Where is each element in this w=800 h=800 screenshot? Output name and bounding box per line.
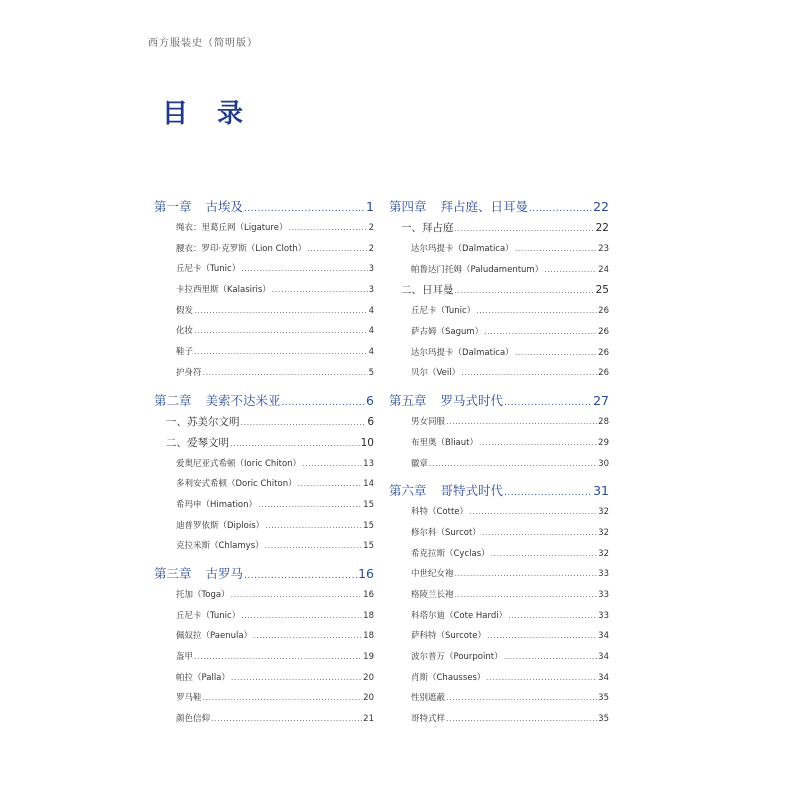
dot-leader [515,239,597,260]
toc-entry-label: 布里奥（Bliaut） [411,437,478,448]
dot-leader [479,433,597,454]
page-number: 2 [368,223,374,233]
toc-item-entry[interactable] [154,536,374,557]
toc-item-entry[interactable] [389,688,609,709]
page-number: 33 [598,610,609,621]
dot-leader [194,301,368,322]
page-number: 19 [363,652,374,662]
toc-entry-label: 科特（Cotte） [411,507,469,518]
toc-entry-label: 佩奴拉（Paenula） [176,631,253,642]
toc-item-entry[interactable] [389,260,609,281]
dot-leader [544,260,597,281]
toc-item-entry[interactable] [389,668,609,689]
toc-entry-label: 希玛申（Himation） [176,499,258,510]
chapter-number: 第五章 [389,393,427,409]
toc-item-entry[interactable] [389,301,609,322]
page-number: 6 [366,392,374,408]
toc-entry-label: 科塔尔迪（Cote Hardi） [411,610,508,621]
toc-entry-label: 男女同服 [411,417,446,428]
dot-leader [194,647,362,668]
dot-leader [486,668,597,689]
dot-leader [244,198,365,220]
toc-item-entry[interactable] [154,709,374,730]
dot-leader [469,502,597,523]
page-number: 30 [598,458,609,469]
page-number: 35 [598,693,609,704]
toc-entry-label: 肖斯（Chausses） [411,672,486,683]
page-number: 15 [363,541,374,552]
toc-entry-label: 一、拜占庭 [401,222,454,234]
toc-item-entry[interactable] [389,363,609,384]
page-number: 1 [366,199,374,214]
page-number: 32 [598,527,609,538]
dot-leader [487,626,597,647]
toc-item-entry[interactable] [389,606,609,627]
page-number: 35 [598,714,609,725]
toc-entry-label [389,390,503,412]
page-number: 6 [367,415,374,428]
toc-entry-label: 迪普罗依斯（Diplois） [176,520,265,531]
toc-item-entry[interactable] [154,454,374,475]
toc-entry-label: 性别遮蔽 [411,693,446,704]
page-number: 24 [598,264,609,275]
dot-leader [241,259,367,280]
page-number: 4 [368,326,374,337]
dot-leader [446,412,597,433]
toc-item-entry[interactable] [154,363,374,384]
dot-leader [194,342,368,363]
page-number: 26 [598,306,609,317]
dot-leader [203,363,368,384]
page-number: 27 [593,393,609,409]
toc-item-entry[interactable] [154,688,374,709]
page-number: 32 [598,548,609,559]
toc-item-entry[interactable] [389,626,609,647]
toc-entry-label: 盔甲 [176,652,194,662]
page-number: 22 [593,199,609,214]
page-number: 13 [363,458,374,469]
dot-leader [307,239,367,260]
page-number: 16 [358,565,374,581]
dot-leader [455,564,598,585]
page-number: 2 [368,243,374,254]
dot-leader [446,688,597,709]
dot-leader [455,280,595,301]
dot-leader [515,343,597,364]
page-number: 16 [363,589,374,600]
page-number: 34 [598,672,609,683]
toc-chapter-entry[interactable] [389,480,609,502]
dot-leader [482,523,597,544]
toc-section-entry[interactable] [389,218,609,239]
toc-item-entry[interactable] [154,626,374,647]
toc-item-entry[interactable] [389,454,609,475]
toc-item-entry[interactable] [154,647,374,668]
page-number: 22 [595,222,609,234]
toc-entry-label [154,390,281,412]
dot-leader [476,301,597,322]
dot-leader [253,626,362,647]
dot-leader [504,482,592,504]
dot-leader [265,536,363,557]
page-number: 15 [363,520,374,531]
dot-leader [298,474,363,495]
dot-leader [446,709,597,730]
page-number: 21 [363,714,374,725]
toc-entry-label: 假发 [176,305,194,316]
toc-entry-label: 贝尔（Veil） [411,368,461,379]
toc-item-entry[interactable] [154,218,374,239]
dot-leader [231,585,363,606]
toc-entry-label: 中世纪女袍 [411,569,454,580]
toc-entry-label: 一、苏美尔文明 [166,415,240,428]
toc-item-entry[interactable] [389,502,609,523]
toc-entry-label: 萨古姆（Sagum） [411,327,484,338]
dot-leader [244,565,357,587]
toc-entry-label [154,563,243,585]
dot-leader [491,544,598,565]
dot-leader [455,218,595,239]
dot-leader [203,688,363,709]
toc-item-entry[interactable] [154,342,374,363]
page-number: 5 [368,367,374,378]
toc-entry-label: 鞋子 [176,347,194,358]
dot-leader [455,585,598,606]
page-number: 18 [363,631,374,642]
toc-entry-label: 萨科特（Surcote） [411,631,487,642]
dot-leader [282,392,366,414]
dot-leader [211,709,362,730]
page-number: 14 [363,479,374,490]
toc-item-entry[interactable] [154,668,374,689]
chapter-title: 美索不达米亚 [205,392,281,408]
toc-item-entry[interactable] [389,647,609,668]
page-number: 15 [363,499,374,510]
toc-item-entry[interactable] [389,412,609,433]
dot-leader [302,454,362,475]
dot-leader [504,647,598,668]
toc-entry-label: 希克拉斯（Cyclas） [411,548,490,559]
toc-entry-label: 托加（Toga） [176,589,230,600]
toc-item-entry[interactable] [154,585,374,606]
toc-item-entry[interactable] [389,564,609,585]
toc-entry-label: 卡拉西里斯（Kalasiris） [176,285,271,296]
page-number: 28 [598,417,609,428]
page-number: 33 [598,589,609,600]
chapter-title: 古罗马 [205,565,244,581]
page-number: 18 [363,610,374,621]
toc-chapter-entry[interactable] [389,390,609,412]
toc-entry-label: 帕拉（Palla） [176,672,230,683]
chapter-title: 拜占庭、日耳曼 [440,199,529,214]
dot-leader [461,363,597,384]
toc-item-entry[interactable] [154,516,374,537]
dot-leader [288,218,367,239]
toc-chapter-entry[interactable] [154,563,374,585]
chapter-title: 罗马式时代 [440,393,504,409]
toc-item-entry[interactable] [389,585,609,606]
page-number: 20 [363,693,374,704]
dot-leader [508,606,597,627]
dot-leader [231,668,362,689]
toc-item-entry[interactable] [389,322,609,343]
dot-leader [265,516,362,537]
toc-entry-label: 克拉米斯（Chlamys） [176,541,264,552]
page-number: 20 [363,672,374,683]
page-number: 25 [595,284,609,297]
page-number: 10 [360,436,374,449]
toc-entry-label: 波尔普万（Pourpoint） [411,652,503,662]
chapter-title: 哥特式时代 [440,483,504,499]
toc-entry-label: 多利安式希顿（Doric Chiton） [176,479,297,490]
toc-entry-label: 二、爱琴文明 [166,436,229,449]
chapter-title: 古埃及 [205,199,244,214]
page-title: 目 录 [162,99,254,129]
toc-item-entry[interactable] [154,259,374,280]
page-number: 34 [598,631,609,642]
chapter-number: 第一章 [154,199,192,214]
toc-chapter-entry[interactable] [389,196,609,218]
toc-entry-label: 绳衣：里葛丘网（Ligature） [176,223,288,233]
dot-leader [504,392,592,414]
chapter-number: 第六章 [389,483,427,499]
toc-entry-label [154,196,243,218]
dot-leader [241,606,362,627]
toc-item-entry[interactable] [389,523,609,544]
page-number: 4 [368,305,374,316]
toc-item-entry[interactable] [154,280,374,301]
toc-section-entry[interactable] [389,280,609,301]
page-number: 26 [598,368,609,379]
dot-leader [194,321,368,342]
toc-entry-label: 修尔科（Surcot） [411,527,481,538]
toc-entry-label: 丘尼卡（Tunic） [411,306,476,317]
toc-entry-label: 爱奥尼亚式希顿（Ioric Chiton） [176,458,302,469]
toc-item-entry[interactable] [154,606,374,627]
toc-chapter-entry[interactable] [154,196,374,218]
toc-entry-label: 罗马鞋 [176,693,202,704]
toc-entry-label: 二、日耳曼 [401,284,454,297]
running-header: 西方服装史（简明版） [148,38,258,49]
page-number: 33 [598,569,609,580]
chapter-number: 第二章 [154,392,192,408]
toc-entry-label: 丘尼卡（Tunic） [176,264,241,275]
page-number: 26 [598,347,609,358]
page-number: 4 [368,347,374,358]
dot-leader [258,495,362,516]
chapter-number: 第三章 [154,565,192,581]
toc-section-entry[interactable] [154,412,374,433]
toc-entry-label: 丘尼卡（Tunic） [176,610,241,621]
toc-item-entry[interactable] [389,544,609,565]
page-number: 29 [598,437,609,448]
dot-leader [230,433,360,454]
toc-item-entry[interactable] [154,239,374,260]
toc-chapter-entry[interactable] [154,390,374,412]
dot-leader [484,322,597,343]
toc-item-entry[interactable] [154,301,374,322]
toc-entry-label: 帕鲁达门托姆（Paludamentum） [411,264,544,275]
page-number: 3 [368,285,374,296]
dot-leader [272,280,368,301]
page-number: 31 [593,483,609,499]
toc-item-entry[interactable] [389,343,609,364]
dot-leader [429,454,597,475]
toc-entry-label: 达尔玛提卡（Dalmatica） [411,244,514,254]
page-number: 32 [598,507,609,518]
page-number: 3 [368,264,374,275]
toc-item-entry[interactable] [389,433,609,454]
toc-entry-label: 腰衣：罗印·克罗斯（Lion Cloth） [176,243,307,254]
toc-entry-label: 护身符 [176,367,202,378]
toc-entry-label [389,480,503,502]
toc-entry-label: 格陵兰长袍 [411,589,454,600]
toc-item-entry[interactable] [154,495,374,516]
toc-entry-label: 哥特式样 [411,714,446,725]
toc-item-entry[interactable] [154,474,374,495]
toc-section-entry[interactable] [154,433,374,454]
toc-entry-label: 达尔玛提卡（Dalmatica） [411,347,514,358]
chapter-number: 第四章 [389,199,427,214]
toc-right-column [389,196,609,730]
toc-item-entry[interactable] [154,321,374,342]
toc-entry-label: 化妆 [176,326,194,337]
toc-item-entry[interactable] [389,709,609,730]
page-number: 23 [598,244,609,254]
toc-entry-label [389,196,528,218]
dot-leader [241,412,367,433]
toc-entry-label: 颜色信仰 [176,714,211,725]
dot-leader [529,198,592,220]
toc-item-entry[interactable] [389,239,609,260]
toc-entry-label: 徽章 [411,458,429,469]
page-number: 26 [598,327,609,338]
toc-left-column [154,196,374,730]
page-number: 34 [598,652,609,662]
